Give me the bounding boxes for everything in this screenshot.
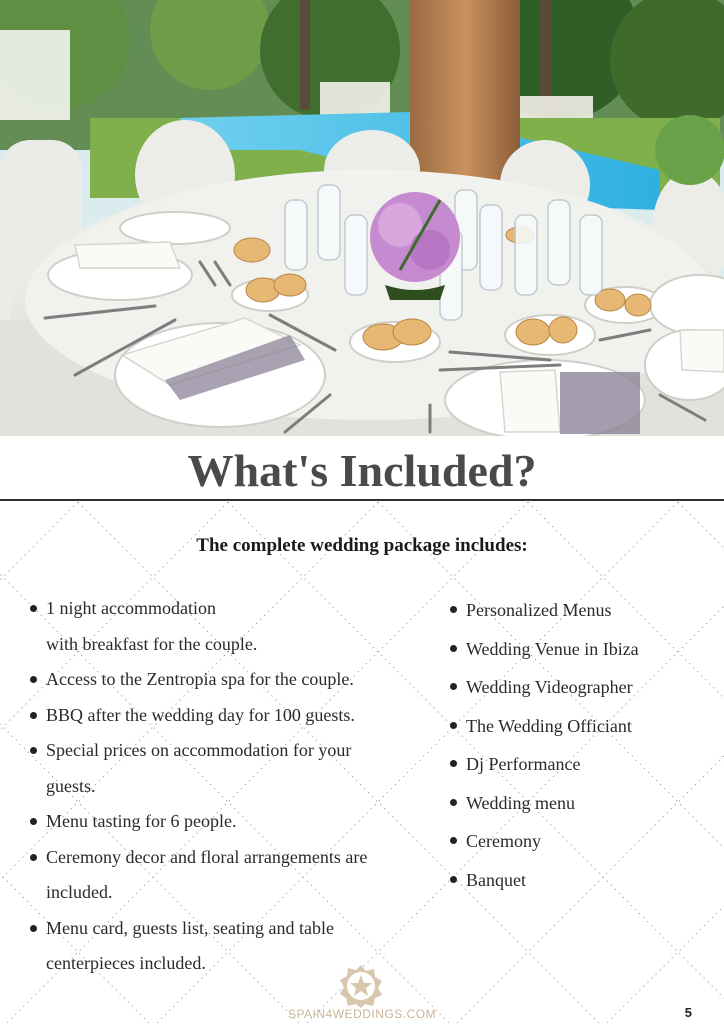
list-item-line: Special prices on accommodation for your xyxy=(46,740,352,760)
title-divider xyxy=(0,499,724,501)
list-item: Wedding Venue in Ibiza xyxy=(448,630,718,669)
list-item xyxy=(28,733,428,804)
included-list-right xyxy=(448,591,718,899)
page-title: What's Included? xyxy=(187,445,537,496)
list-item: Wedding menu xyxy=(448,784,718,823)
list-item xyxy=(28,804,428,840)
list-item-line: included. xyxy=(46,882,113,902)
list-item: Ceremony xyxy=(448,822,718,861)
included-list-left xyxy=(28,591,428,982)
brand-star-logo-icon xyxy=(338,963,384,1009)
brand-website: SPAIN4WEDDINGS.COM xyxy=(287,1007,437,1021)
list-item: Wedding Videographer xyxy=(448,668,718,707)
package-subtitle: The complete wedding package includes: xyxy=(196,535,528,556)
list-item-line: Menu tasting for 6 people. xyxy=(46,811,237,831)
list-item-line: BBQ after the wedding day for 100 guests. xyxy=(46,704,355,725)
hero-photo-wedding-table xyxy=(0,0,724,436)
list-item xyxy=(28,698,428,734)
list-item-line: guests. xyxy=(46,775,96,796)
list-item-line: Access to the Zentropia spa for the couple. xyxy=(46,669,354,689)
list-item-line: Menu card, guests list, seating and table xyxy=(46,917,334,938)
list-item xyxy=(28,662,428,698)
page-number: 5 xyxy=(684,1005,692,1020)
list-item: Dj Performance xyxy=(448,745,718,784)
list-item: Personalized Menus xyxy=(448,591,718,630)
list-item xyxy=(28,591,428,662)
list-item-line: Ceremony decor and floral arrangements are xyxy=(46,846,368,867)
list-item-line: centerpieces included. xyxy=(46,953,206,973)
list-item: The Wedding Officiant xyxy=(448,707,718,746)
list-item-line: with breakfast for the couple. xyxy=(46,633,258,654)
list-item-line: 1 night accommodation xyxy=(46,598,216,618)
list-item: Banquet xyxy=(448,861,718,900)
list-item xyxy=(28,840,428,911)
